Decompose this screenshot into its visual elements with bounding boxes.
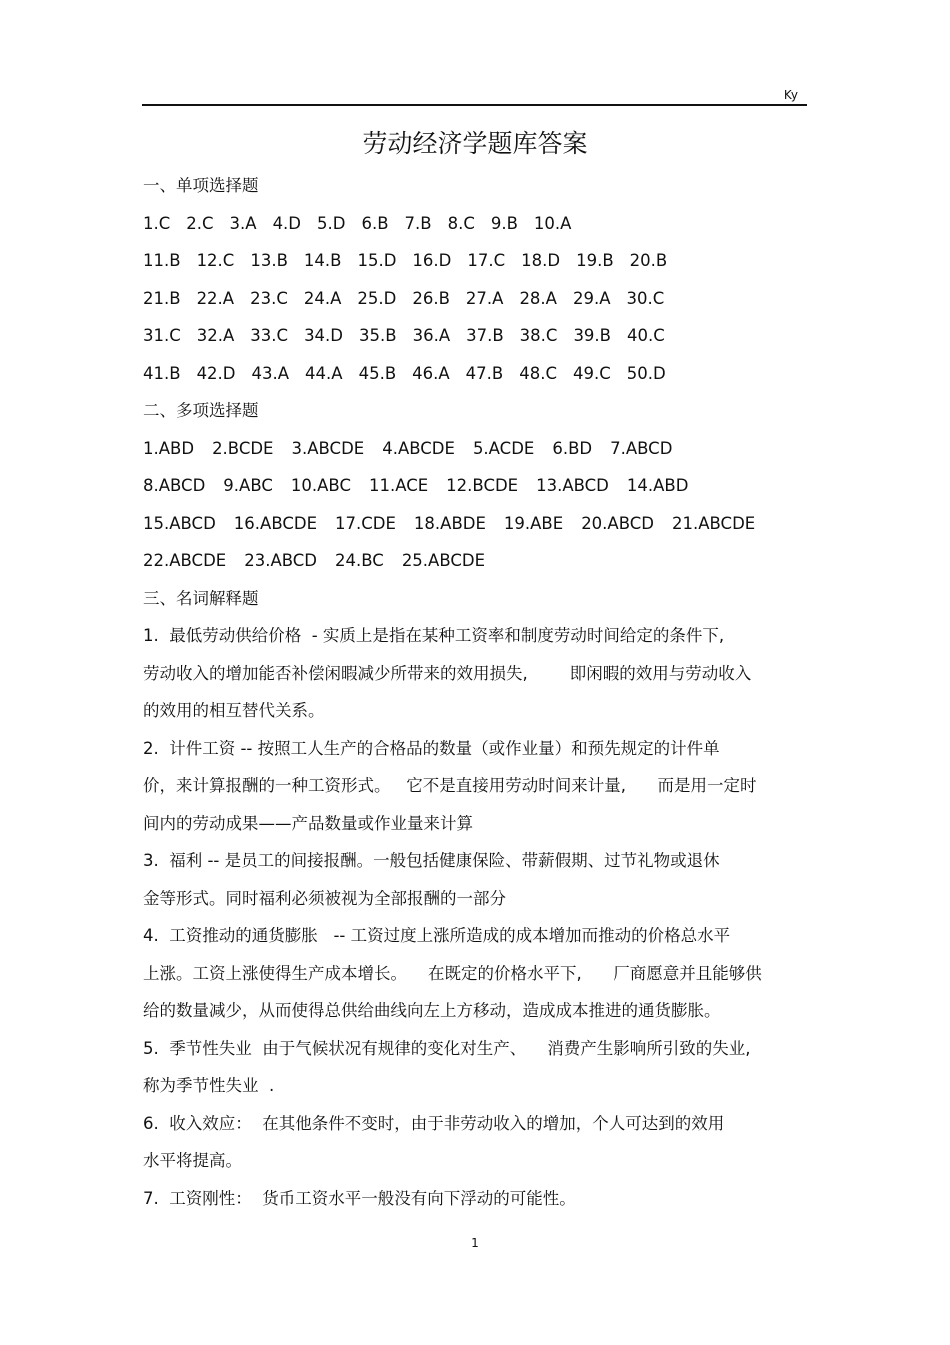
page-number: 1	[471, 1236, 479, 1250]
answer-item: 46.A	[412, 363, 450, 383]
answer-item: 5.ACDE	[472, 438, 535, 458]
answer-item: 47.B	[465, 363, 504, 383]
answer-item: 24.BC	[335, 551, 384, 570]
answer-item: 23.ABCD	[244, 551, 318, 570]
term-line: 5. 季节性失业 由于气候状况有规律的变化对生产、 消费产生影响所引致的失业,	[143, 1038, 751, 1058]
answer-item: 19.B	[576, 251, 614, 270]
answer-item: 9.ABC	[223, 476, 273, 495]
answer-item: 11.ACE	[368, 476, 429, 495]
term-line: 称为季节性失业 .	[143, 1076, 275, 1095]
answer-item: 3.ABCDE	[291, 438, 365, 458]
answer-item: 21.B	[143, 288, 181, 308]
answer-item: 31.C	[143, 326, 181, 345]
answer-item: 16.ABCDE	[233, 513, 318, 533]
answer-item: 13.ABCD	[536, 476, 609, 495]
answer-item: 10.ABC	[290, 476, 351, 495]
term-definitions	[143, 622, 808, 1222]
answer-row	[143, 472, 808, 510]
term-definition	[143, 1185, 808, 1223]
answer-item: 25.D	[357, 288, 397, 308]
answer-item: 24.A	[303, 288, 342, 308]
answer-item: 14.B	[303, 251, 342, 270]
page-title: 劳动经济学题库答案	[362, 129, 588, 158]
answer-item: 17.C	[467, 251, 506, 270]
answer-row	[143, 510, 808, 548]
answer-item: 1.C	[143, 213, 171, 233]
answer-item: 40.C	[627, 326, 665, 345]
answer-item: 33.C	[250, 326, 289, 345]
answer-item: 42.D	[196, 363, 236, 383]
term-line: 上涨。工资上涨使得生产成本增长。 在既定的价格水平下, 厂商愿意并且能够供	[143, 963, 762, 983]
term-line: 7. 工资刚性： 货币工资水平一般没有向下浮动的可能性。	[143, 1188, 576, 1208]
term-line: 1. 最低劳动供给价格 - 实质上是指在某种工资率和制度劳动时间给定的条件下,	[143, 626, 725, 645]
term-line: 水平将提高。	[143, 1151, 242, 1170]
answer-item: 8.ABCD	[143, 476, 206, 495]
answer-item: 2.C	[186, 213, 214, 233]
section-heading-multi-choice: 二、多项选择题	[143, 401, 259, 420]
answer-item: 14.ABD	[626, 476, 689, 495]
answer-item: 18.ABDE	[413, 513, 486, 533]
term-line: 4. 工资推动的通货膨胀 -- 工资过度上涨所造成的成本增加而推动的价格总水平	[143, 926, 731, 945]
section-heading-single-choice: 一、单项选择题	[143, 176, 259, 195]
term-line: 劳动收入的增加能否补偿闲暇减少所带来的效用损失, 即闲暇的效用与劳动收入	[143, 663, 752, 683]
answer-item: 30.C	[626, 288, 665, 308]
answer-item: 38.C	[519, 326, 558, 345]
term-definition	[143, 1110, 808, 1185]
answer-row	[143, 285, 808, 323]
term-definition	[143, 847, 808, 922]
answer-item: 29.A	[572, 288, 611, 308]
answer-item: 50.D	[626, 363, 666, 383]
answer-item: 39.B	[573, 326, 611, 345]
answer-item: 32.A	[196, 326, 235, 345]
answer-row	[143, 322, 808, 360]
term-line: 价，来计算报酬的一种工资形式。 它不是直接用劳动时间来计量, 而是用一定时	[143, 776, 757, 795]
answer-item: 23.C	[250, 288, 288, 308]
header-tag: Ky	[783, 88, 798, 102]
answer-item: 9.B	[490, 213, 518, 233]
section-heading-terms: 三、名词解释题	[143, 588, 259, 608]
answer-item: 20.ABCD	[581, 513, 654, 533]
answer-item: 49.C	[573, 363, 611, 383]
document-body	[143, 172, 808, 1222]
answer-item: 12.BCDE	[446, 476, 519, 495]
answer-item: 19.ABE	[503, 513, 564, 533]
term-line: 2. 计件工资 -- 按照工人生产的合格品的数量（或作业量）和预先规定的计件单	[143, 738, 720, 758]
answer-item: 48.C	[519, 363, 557, 383]
answer-item: 18.D	[521, 251, 561, 270]
answer-item: 22.A	[196, 288, 235, 308]
single-choice-answers	[143, 210, 808, 398]
term-definition	[143, 735, 808, 848]
answer-item: 44.A	[305, 363, 343, 383]
answer-item: 6.B	[361, 213, 389, 233]
answer-item: 5.D	[317, 213, 346, 233]
answer-item: 21.ABCDE	[671, 513, 756, 533]
header-rule	[142, 104, 807, 106]
answer-item: 28.A	[519, 288, 557, 308]
answer-item: 43.A	[251, 363, 290, 383]
term-definition	[143, 1035, 808, 1110]
term-definition	[143, 922, 808, 1035]
answer-row	[143, 547, 808, 585]
answer-item: 6.BD	[552, 438, 593, 458]
answer-item: 7.B	[404, 213, 432, 233]
answer-item: 34.D	[304, 326, 344, 345]
answer-item: 1.ABD	[143, 438, 195, 458]
answer-item: 16.D	[412, 251, 452, 270]
term-line: 的效用的相互替代关系。	[143, 701, 325, 720]
term-line: 金等形式。同时福利必须被视为全部报酬的一部分	[143, 888, 506, 908]
answer-item: 7.ABCD	[610, 438, 673, 458]
term-line: 6. 收入效应： 在其他条件不变时，由于非劳动收入的增加，个人可达到的效用	[143, 1113, 725, 1133]
answer-item: 35.B	[359, 326, 397, 345]
answer-item: 22.ABCDE	[143, 551, 227, 570]
multi-choice-answers	[143, 435, 808, 585]
answer-item: 27.A	[465, 288, 504, 308]
answer-item: 13.B	[250, 251, 288, 270]
answer-row	[143, 247, 808, 285]
term-definition	[143, 622, 808, 735]
answer-item: 17.CDE	[335, 513, 396, 533]
answer-item: 8.C	[447, 213, 475, 233]
answer-item: 11.B	[143, 251, 181, 270]
answer-item: 4.ABCDE	[382, 438, 455, 458]
answer-item: 4.D	[272, 213, 302, 233]
answer-row	[143, 210, 808, 248]
term-line: 3. 福利 -- 是员工的间接报酬。一般包括健康保险、带薪假期、过节礼物或退休	[143, 851, 720, 870]
answer-row	[143, 435, 808, 473]
answer-item: 10.A	[533, 213, 572, 233]
answer-item: 25.ABCDE	[401, 551, 486, 570]
answer-item: 45.B	[358, 363, 397, 383]
answer-item: 15.ABCD	[143, 513, 216, 533]
answer-item: 41.B	[143, 363, 181, 383]
term-line: 给的数量减少，从而使得总供给曲线向左上方移动，造成成本推进的通货膨胀。	[143, 1001, 721, 1020]
answer-item: 36.A	[412, 326, 451, 345]
answer-item: 12.C	[196, 251, 235, 270]
answer-item: 15.D	[357, 251, 397, 270]
answer-row	[143, 360, 808, 398]
answer-item: 26.B	[412, 288, 450, 308]
answer-item: 37.B	[466, 326, 504, 345]
answer-item: 20.B	[629, 251, 668, 270]
term-line: 间内的劳动成果——产品数量或作业量来计算	[143, 813, 473, 833]
answer-item: 2.BCDE	[212, 438, 274, 458]
answer-item: 3.A	[229, 213, 257, 233]
